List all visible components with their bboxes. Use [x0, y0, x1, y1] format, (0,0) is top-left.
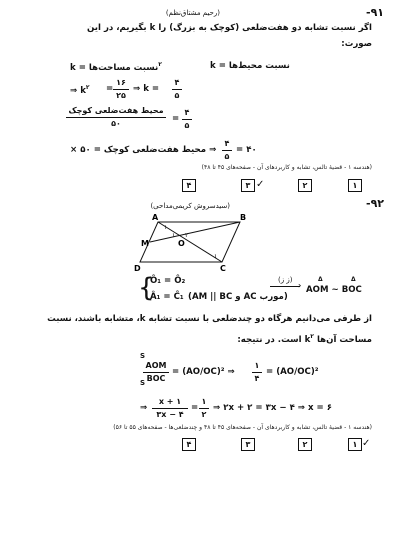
q91-area-ratio-sup: ۲: [158, 61, 162, 68]
q92-line2: Â₁ = Ĉ₁: [150, 292, 184, 302]
label-C: C: [220, 264, 226, 272]
q92-source: (هندسه ۱ - قضیهٔ تالس، تشابه و کاربردهای آن - صفحه‌های ۴۵ تا ۴۸ و چندضلعی‌ها - صفحه‌های ۵۵ تا ۵۶): [113, 424, 372, 431]
q92-eq2-rest: ⇒ ۲x + ۲ = ۳x − ۴ ⇒ x = ۶: [213, 403, 332, 413]
q92-eq1-frac-den: ۴: [254, 374, 260, 383]
label-D: D: [134, 264, 141, 272]
q91-eq2-equals: =: [106, 84, 114, 94]
q91-eq3-frac-num: ۴: [184, 108, 190, 117]
implies-arrow: [270, 286, 300, 287]
q91-eq3-equals: =: [172, 114, 180, 124]
q91-perimeter-fraction-num: محیط هفت‌ضلعی کوچک: [68, 106, 164, 115]
figure-lines: [140, 222, 240, 262]
fraction-bar: [152, 408, 188, 409]
q91-frac-4-5: [172, 78, 182, 101]
q91-correct-check: ✓: [256, 179, 265, 190]
q92-eq1-area-fraction: [143, 361, 169, 384]
q92-arrow-label: (ز ز): [278, 276, 293, 284]
q92-eq2-frac-1-2: [199, 397, 209, 420]
q92-eq2-fraction: [152, 397, 188, 420]
q91-frac-16-25: [113, 78, 129, 101]
q92-line1: Ô₁ = Ô₂: [150, 276, 186, 286]
fraction-bar: [66, 117, 166, 118]
q91-eq4-frac-den: ۵: [224, 152, 230, 161]
fraction-bar: [143, 372, 169, 373]
question-number-91: -۹۱: [366, 6, 384, 19]
angle-O1-label: ۱: [172, 232, 176, 239]
q92-para2-text: مساحت آن‌ها k: [304, 334, 372, 345]
q91-eq4-b: = ۴۰: [236, 145, 257, 155]
q92-option-1[interactable]: ۱: [348, 438, 362, 451]
q91-option-3[interactable]: ۳: [241, 179, 255, 192]
fraction-bar: [172, 89, 182, 90]
q92-eq2-pre: ⇒: [140, 403, 148, 413]
implies-arrow-head: ›: [298, 281, 302, 290]
fraction-bar: [252, 372, 262, 373]
q91-eq2-mid: ⇒ k =: [133, 84, 160, 94]
fraction-bar: [113, 89, 129, 90]
q91-frac-16-25-den: ۲۵: [116, 91, 126, 100]
q91-eq2-prefix-sup: ۲: [85, 84, 90, 91]
q92-eq1-rest: = (AO/OC)² ⇒: [172, 367, 235, 377]
q91-frac-4-5-den: ۵: [174, 91, 180, 100]
q91-area-ratio: [70, 61, 162, 74]
q91-perimeter-ratio: نسبت محیط‌ها = k: [210, 61, 290, 71]
triangle-mark-BOC: Δ: [351, 276, 356, 283]
q92-option-4[interactable]: ۴: [182, 438, 196, 451]
q92-para2-end: است. در نتیجه:: [237, 334, 302, 345]
q92-eq2-frac-den: ۳x − ۴: [156, 410, 184, 419]
q91-source: (هندسه ۱ - قضیهٔ تالس، تشابه و کاربردهای آن - صفحه‌های ۴۵ تا ۴۸): [201, 164, 372, 171]
q91-frac-16-25-num: ۱۶: [116, 78, 126, 87]
q91-eq2-prefix: [70, 84, 90, 97]
q92-similarity: AOM ~ BOC: [306, 285, 362, 295]
fraction-bar: [182, 119, 192, 120]
q92-option-2[interactable]: ۲: [298, 438, 312, 451]
fraction-bar: [222, 150, 232, 151]
q91-perimeter-fraction-den: ۵۰: [111, 119, 121, 128]
label-A: A: [152, 213, 159, 222]
angle-A1-label: ۱: [164, 224, 168, 231]
q91-frac-4-5-num: ۴: [174, 78, 180, 87]
q92-para1: از طرفی می‌دانیم هرگاه دو چندضلعی با نسبت تشابه k، متشابه باشند، نسبت: [47, 314, 372, 324]
parallelogram-figure: [130, 210, 260, 272]
q92-eq1-area-num: AOM: [145, 361, 167, 370]
label-B: B: [240, 213, 247, 222]
author-92: (سیدسروش کریمی‌مداحی): [150, 202, 230, 210]
q92-para2: [32, 333, 372, 346]
angle-O2-label: ۲: [185, 232, 189, 239]
q91-eq4-frac: [222, 139, 232, 162]
q92-eq1-S-bot: S: [140, 379, 146, 387]
label-O: O: [178, 239, 185, 248]
q91-eq2-prefix-text: ⇒ k: [70, 85, 86, 96]
q92-correct-check: ✓: [362, 438, 371, 449]
angle-C1-label: ۱: [214, 253, 218, 260]
q91-eq4-a: ⇒ محیط هفت‌ضلعی کوچک = ۵۰ ×: [70, 145, 217, 155]
q91-stem-line1: اگر نسبت تشابه دو هفت‌ضلعی (کوچک به بزرگ) را k بگیریم، در این: [87, 23, 372, 33]
q91-option-2[interactable]: ۲: [298, 179, 312, 192]
q92-eq2-frac2-num: ۱: [201, 397, 207, 406]
triangle-mark-AOM: Δ: [318, 276, 323, 283]
q92-eq2-frac-num: x + ۱: [158, 397, 182, 406]
q92-para2-sup: ۲: [310, 333, 314, 340]
q92-line2-note: (مورب AC و AM || BC): [188, 292, 288, 302]
q92-eq1-mid: = (AO/OC)²: [266, 367, 319, 377]
q91-stem-line2: صورت:: [341, 39, 372, 49]
fraction-bar: [199, 408, 209, 409]
label-M: M: [141, 239, 149, 248]
q91-option-1[interactable]: ۱: [348, 179, 362, 192]
q91-eq4-frac-num: ۴: [224, 139, 230, 148]
q92-eq1-frac-1-4: [252, 361, 262, 384]
q92-eq2-equals: =: [191, 403, 199, 413]
q91-eq3-frac-den: ۵: [184, 121, 190, 130]
question-number-92: -۹۲: [366, 197, 384, 210]
q92-eq1-frac-num: ۱: [254, 361, 260, 370]
q91-option-4[interactable]: ۴: [182, 179, 196, 192]
q92-option-3[interactable]: ۳: [241, 438, 255, 451]
q91-perimeter-fraction: [66, 106, 166, 129]
q91-eq3-frac: [182, 108, 192, 131]
q92-eq2-frac2-den: ۲: [201, 410, 207, 419]
brace: {: [138, 273, 155, 303]
q92-eq1-S-top: S: [140, 352, 146, 360]
q92-eq1-area-den: BOC: [146, 374, 166, 383]
q91-area-ratio-text: نسبت مساحت‌ها = k: [70, 62, 159, 73]
author-91: (رحیم مشتاق‌نظم): [165, 9, 220, 17]
